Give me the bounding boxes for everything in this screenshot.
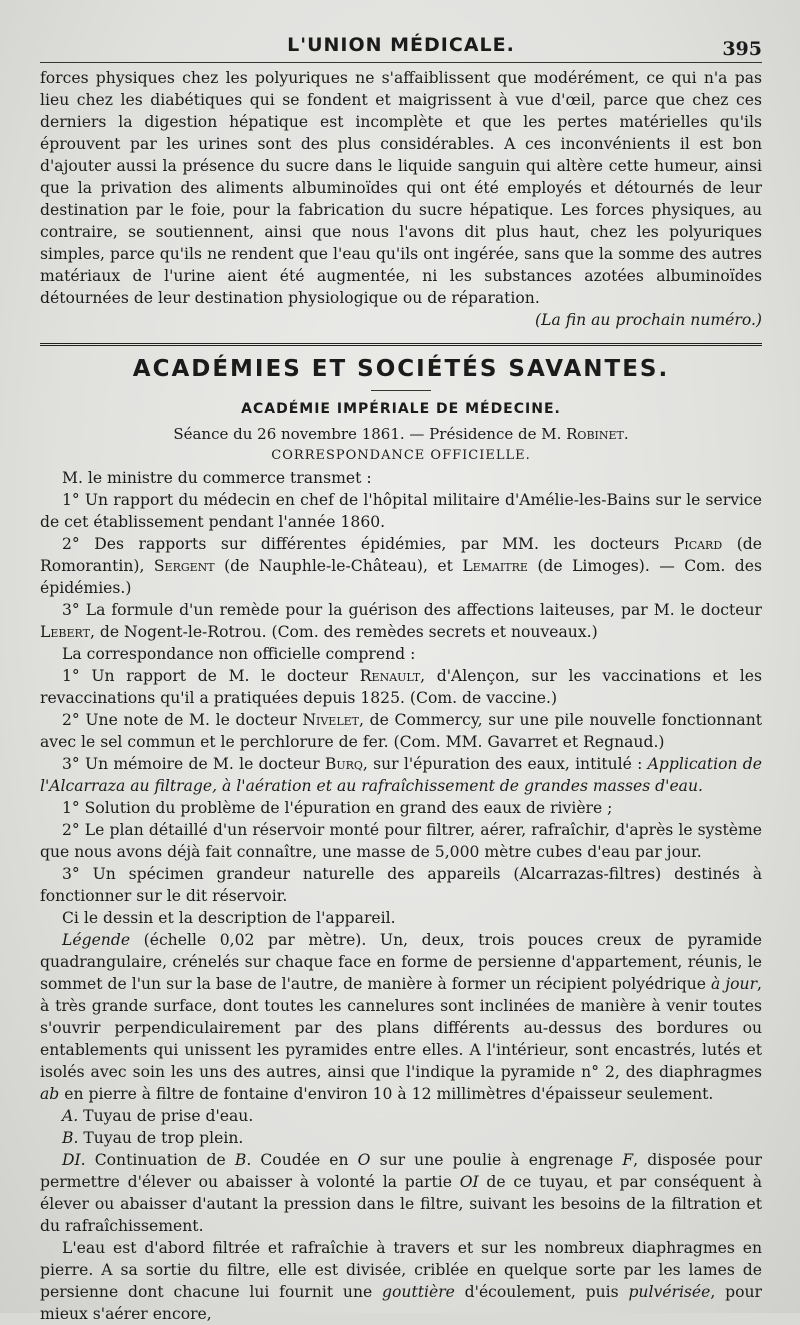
paragraph: Ci le dessin et la description de l'appareil. [62, 909, 396, 927]
page-number: 395 [722, 38, 762, 60]
header-rule [40, 62, 762, 63]
paragraph: 3° La formule d'un remède pour la guérison des affections laiteuses, par M. le docteur Lebert, de Nogent-le-Rotrou. (Com. des remèdes secrets et nouveaux.) [40, 601, 762, 641]
paragraph: B. Tuyau de trop plein. [62, 1129, 244, 1147]
paragraph: 1° Un rapport du médecin en chef de l'hôpital militaire d'Amélie-les-Bains sur le service de cet établissement pendant l'année 1860. [40, 491, 762, 531]
paragraph: 3° Un spécimen grandeur naturelle des appareils (Alcarrazas-filtres) destinés à fonctionner sur le dit réservoir. [40, 865, 762, 905]
paragraph: L'eau est d'abord filtrée et rafraîchie à travers et sur les nombreux diaphragmes en pierre. A sa sortie du filtre, elle est divisée, criblée en quelque sorte par les lames de persienne dont chacune lui fournit une gouttière d'écoulement, puis pulvérisée, pour mieux s'aérer encore, [40, 1239, 763, 1323]
running-header [40, 22, 762, 60]
title-rule [371, 390, 431, 391]
paragraph: A. Tuyau de prise d'eau. [62, 1107, 254, 1125]
section-divider [40, 343, 762, 346]
paragraph: DI. Continuation de B. Coudée en O sur une poulie à engrenage F, disposée pour permettre d'élever ou abaisser à volonté la partie OI de ce tuyau, et par conséquent à élever ou abaisser d'autant la pression dans le filtre, suivant les besoins de la filtration et du rafraîchissement. [40, 1151, 762, 1235]
paragraph: 3° Un mémoire de M. le docteur Burq, sur l'épuration des eaux, intitulé : Application de l'Alcarraza au filtrage, à l'aération et au rafraîchissement de grandes masses d'eau. [40, 755, 762, 795]
correspondence-heading: CORRESPONDANCE OFFICIELLE. [271, 448, 531, 463]
paragraph: 2° Le plan détaillé d'un réservoir monté pour filtrer, aérer, rafraîchir, d'après le système que nous avons déjà fait connaître, une masse de 5,000 mètre cubes d'eau par jour. [40, 821, 762, 861]
paragraph: 2° Une note de M. le docteur Nivelet, de Commercy, sur une pile nouvelle fonctionnant avec le sel commun et le perchlorure de fer. (Com. MM. Gavarret et Regnaud.) [40, 711, 763, 751]
paragraph: 2° Des rapports sur différentes épidémies, par MM. les docteurs Picard (de Romorantin), Sergent (de Nauphle-le-Château), et Lemaitre (de Limoges). — Com. des épidémies.) [40, 535, 762, 597]
session-line: Séance du 26 novembre 1861. — Présidence de M. Robinet. [173, 425, 629, 443]
intro-paragraph: forces physiques chez les polyuriques ne s'affaiblissent que modérément, ce qui n'a pas lieu chez les diabétiques qui se fondent et maigrissent à vue d'œil, parce que chez ces derniers la digestion hépatique est incomplète et que les pertes matérielles qu'ils éprouvent par les urines sont des plus considérables. A ces inconvénients il est bon d'ajouter aussi la présence du sucre dans le liquide sanguin qui altère cette humeur, ainsi que la privation des aliments albuminoïdes qui ont été employés et détournés de leur destination par le foie, pour la fabrication du sucre hépatique. Les forces physiques, au contraire, se soutiennent, ainsi que nous l'avons dit plus haut, chez les polyuriques simples, parce qu'ils ne rendent que l'eau qu'ils ont ingérée, sans que la somme des autres matériaux de l'urine aient été augmentée, ni les substances azotées albuminoïdes détournées de leur destination physiologique ou de réparation. [40, 69, 762, 307]
academy-title: ACADÉMIE IMPÉRIALE DE MÉDECINE. [241, 401, 561, 417]
paragraph: 1° Un rapport de M. le docteur Renault, d'Alençon, sur les vaccinations et les revaccinations qu'il a pratiquées depuis 1825. (Com. de vaccine.) [40, 667, 762, 707]
section-title: ACADÉMIES ET SOCIÉTÉS SAVANTES. [132, 356, 670, 382]
journal-title: L'UNION MÉDICALE. [287, 34, 515, 56]
paragraph: La correspondance non officielle comprend : [62, 645, 416, 663]
paragraph: 1° Solution du problème de l'épuration en grand des eaux de rivière ; [62, 799, 613, 817]
paragraph: Légende (échelle 0,02 par mètre). Un, deux, trois pouces creux de pyramide quadrangulaire, crénelés sur chaque face en forme de persienne d'appartement, réunis, le sommet de l'un sur la base de l'autre, de manière à former un récipient polyédrique à jour, à très grande surface, dont toutes les cannelures sont inclinées de manière à venir toutes s'ouvrir perpendiculairement par des plans différents au-dessus des bordures ou entablements qui unissent les pyramides entre elles. A l'intérieur, sont encastrés, lutés et isolés avec soin les uns des autres, ainsi que l'indique la pyramide n° 2, des diaphragmes ab en pierre à filtre de fontaine d'environ 10 à 12 millimètres d'épaisseur seulement. [40, 931, 762, 1103]
continuation-note: (La fin au prochain numéro.) [535, 311, 762, 329]
paragraph: M. le ministre du commerce transmet : [62, 469, 372, 487]
